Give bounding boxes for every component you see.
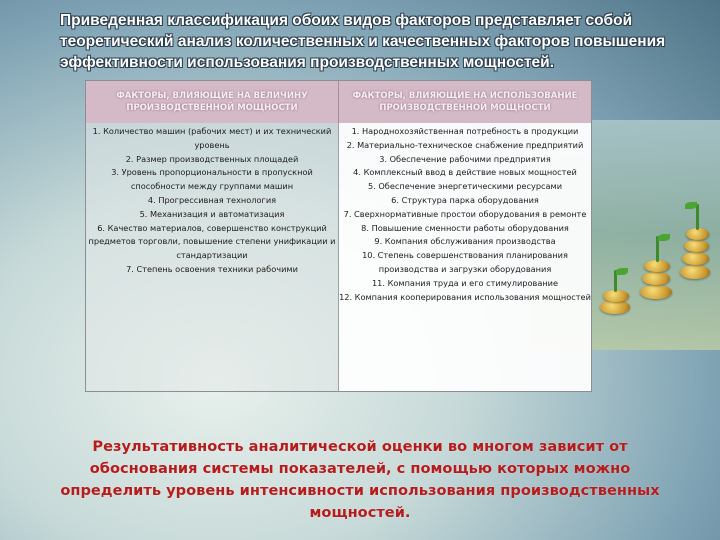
left-column-header: ФАКТОРЫ, ВЛИЯЮЩИЕ НА ВЕЛИЧИНУ ПРОИЗВОДСТВЕННОЙ МОЩНОСТИ <box>116 91 308 113</box>
table-header-row <box>86 81 591 123</box>
right-column-header: ФАКТОРЫ, ВЛИЯЮЩИЕ НА ИСПОЛЬЗОВАНИЕ ПРОИЗВОДСТВЕННОЙ МОЩНОСТИ <box>338 81 591 123</box>
list-item: 1. Народнохозяйственная потребность в продукции <box>351 126 579 136</box>
table-body-row <box>86 123 591 391</box>
list-item: 7. Сверхнормативные простои оборудования в ремонте <box>343 208 587 219</box>
list-item: 7. Степень освоения техники рабочими <box>126 263 298 274</box>
factors-table <box>85 80 592 392</box>
list-item: 4. Прогрессивная технология <box>147 194 277 205</box>
list-item: 1. Количество машин (рабочих мест) и их технический уровень <box>92 126 332 150</box>
list-item: 2. Размер производственных площадей <box>125 153 299 164</box>
capacity-usage-factors-list <box>338 123 591 391</box>
list-item: 3. Уровень пропорциональности в пропускной способности между группами машин <box>111 167 313 192</box>
list-item: 5. Обеспечение энергетическими ресурсами <box>367 181 563 192</box>
capacity-size-factors-list <box>86 123 338 391</box>
list-item: 8. Повышение сменности работы оборудования <box>361 222 569 233</box>
list-item: 6. Структура парка оборудования <box>391 194 539 205</box>
list-item: 10. Степень совершенствования планирования производства и загрузки оборудования <box>362 250 568 274</box>
list-item: 11. Компания труда и его стимулирование <box>371 277 559 288</box>
list-item: 5. Механизация и автоматизация <box>139 208 285 219</box>
list-item: 6. Качество материалов, совершенство конструкций предметов торговли, повышение степени унификации и стандартизации <box>88 222 336 261</box>
list-item: 9. Компания обслуживания производства <box>374 236 556 247</box>
list-item: 12. Компания кооперирования использования мощностей <box>339 291 591 302</box>
conclusion-text: Результативность аналитической оценки во многом зависит от обоснования системы показателей, с помощью которых можно определить уровень интенсивности использования производственных мощностей. <box>60 438 660 521</box>
list-item: 2. Материально-техническое снабжение предприятий <box>346 139 584 150</box>
list-item: 3. Обеспечение рабочими предприятия <box>379 153 551 164</box>
list-item: 4. Комплексный ввод в действие новых мощностей <box>353 167 577 178</box>
slide-heading: Приведенная классификация обоих видов факторов представляет собой теоретический анализ количественных и качественных факторов повышения эффективности использования производственных мощностей. <box>60 12 666 71</box>
